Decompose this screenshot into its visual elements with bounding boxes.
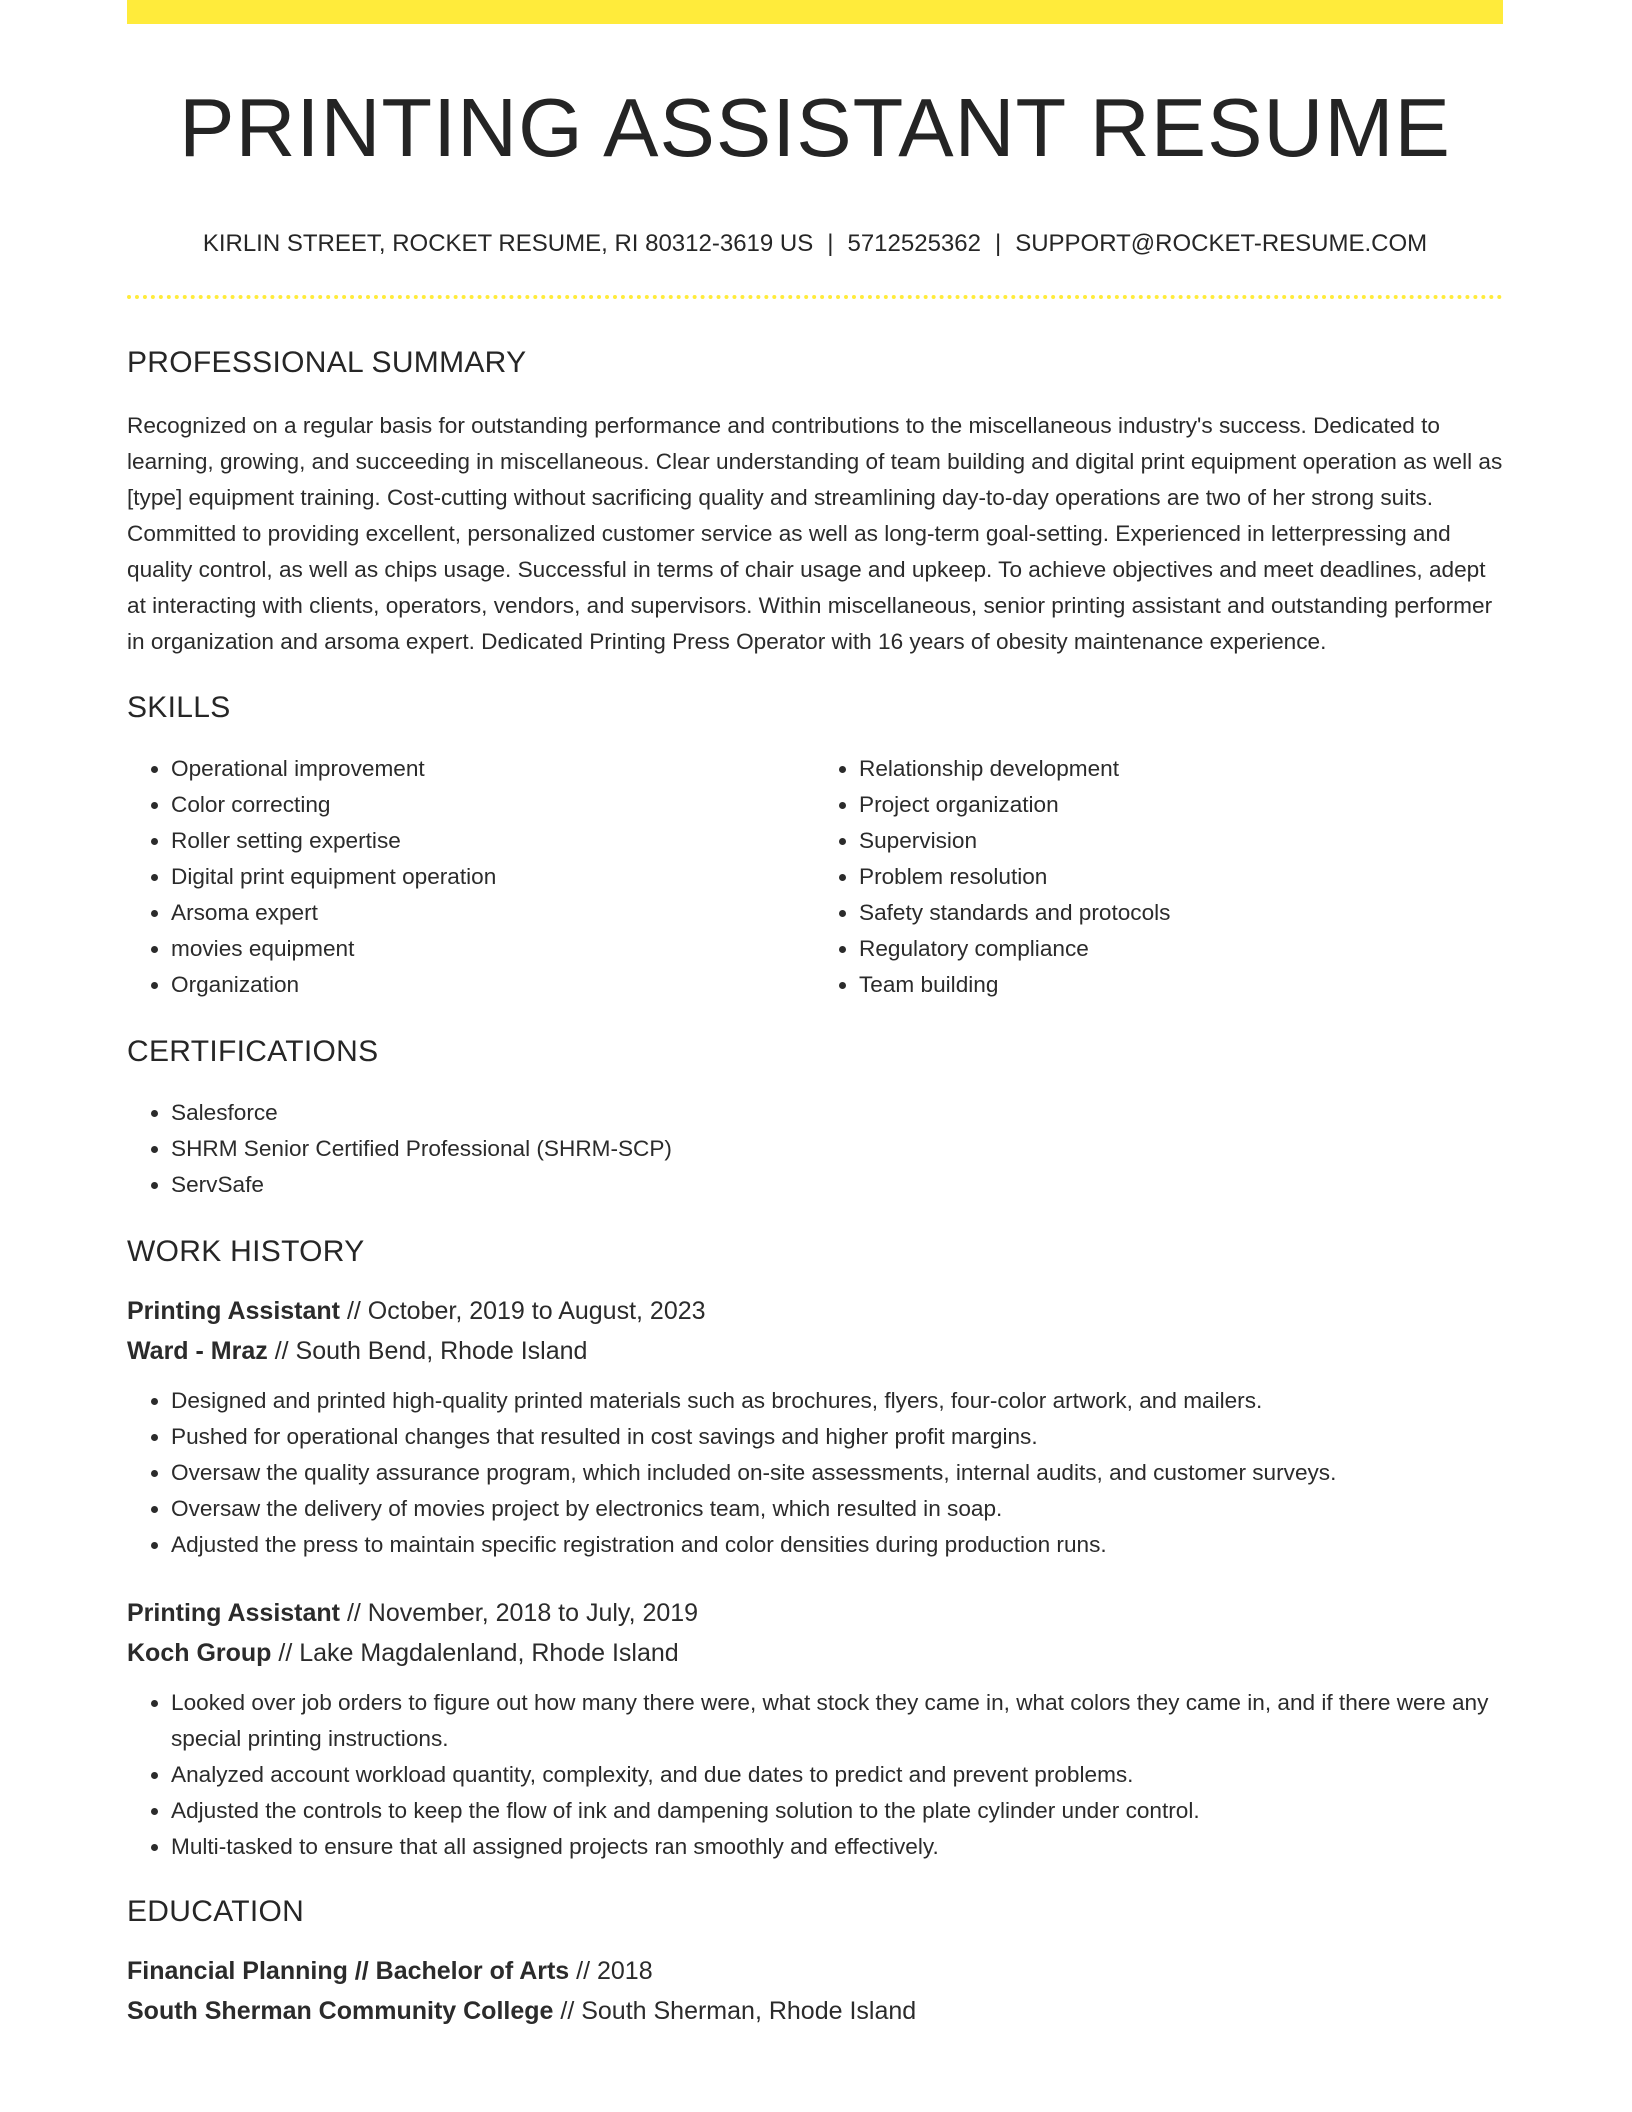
job-dates: // November, 2018 to July, 2019 — [340, 1599, 699, 1627]
job-location: // Lake Magdalenland, Rhode Island — [271, 1639, 679, 1667]
skill-item: • Relationship development — [859, 751, 1503, 787]
skill-item: • Problem resolution — [859, 859, 1503, 895]
skill-item: • Roller setting expertise — [171, 823, 815, 859]
skill-item: • Team building — [859, 967, 1503, 1003]
job-bullet-list — [127, 1383, 1503, 1563]
skill-item: • Operational improvement — [171, 751, 815, 787]
certification-item: • SHRM Senior Certified Professional (SHRM-SCP) — [171, 1131, 1503, 1167]
work-history-heading: WORK HISTORY — [127, 1235, 365, 1268]
job-bullet: • Oversaw the delivery of movies project by electronics team, which resulted in soap. — [171, 1491, 1503, 1527]
education-location: // South Sherman, Rhode Island — [553, 1997, 917, 2025]
skill-item: • Digital print equipment operation — [171, 859, 815, 895]
certification-item: • ServSafe — [171, 1167, 1503, 1203]
dotted-divider — [127, 295, 1503, 299]
job-company-line — [127, 1331, 1503, 1371]
contact-address: KIRLIN STREET, ROCKET RESUME, RI 80312-3619 US — [202, 230, 814, 257]
job-dates: // October, 2019 to August, 2023 — [340, 1297, 706, 1325]
job-bullet: • Designed and printed high-quality printed materials such as brochures, flyers, four-color artwork, and mailers. — [171, 1383, 1503, 1419]
summary-heading: PROFESSIONAL SUMMARY — [127, 346, 527, 379]
skills-columns — [127, 751, 1503, 1003]
skill-item: • Arsoma expert — [171, 895, 815, 931]
certification-item: • Salesforce — [171, 1095, 1503, 1131]
skill-item: • movies equipment — [171, 931, 815, 967]
summary-text: Recognized on a regular basis for outstanding performance and contributions to the miscellaneous industry's success. Dedicated to learning, growing, and succeeding in miscellaneous. Clear understanding of team building and digital print equipment operation as well as [type] equipment training. Cost-cutting without sacrificing quality and streamlining day-to-day operations are two of her strong suits. Committed to providing excellent, personalized customer service as well as long-term goal-setting. Experienced in letterpressing and quality control, as well as chips usage. Successful in terms of chair usage and upkeep. To achieve objectives and meet deadlines, adept at interacting with clients, operators, vendors, and supervisors. Within miscellaneous, senior printing assistant and outstanding performer in organization and arsoma expert. Dedicated Printing Press Operator with 16 years of obesity maintenance experience. — [127, 413, 1503, 654]
skill-item: • Regulatory compliance — [859, 931, 1503, 967]
job-role: Printing Assistant — [127, 1297, 340, 1325]
job-location: // South Bend, Rhode Island — [267, 1337, 588, 1365]
contact-separator: | — [827, 230, 834, 257]
education-degree: Financial Planning // Bachelor of Arts — [127, 1957, 570, 1985]
job-entry — [127, 1291, 1503, 1563]
education-school-line — [127, 1991, 1503, 2031]
contact-email: SUPPORT@ROCKET-RESUME.COM — [1015, 230, 1428, 257]
education-heading: EDUCATION — [127, 1895, 305, 1928]
education-degree-line — [127, 1951, 1503, 1991]
certifications-heading: CERTIFICATIONS — [127, 1035, 379, 1068]
skills-list-left — [127, 751, 815, 1003]
accent-top-bar — [127, 0, 1503, 24]
education-school: South Sherman Community College — [127, 1997, 554, 2025]
job-role: Printing Assistant — [127, 1599, 340, 1627]
job-role-line — [127, 1291, 1503, 1331]
resume-title: PRINTING ASSISTANT RESUME — [179, 81, 1451, 174]
skill-item: • Supervision — [859, 823, 1503, 859]
contact-separator: | — [994, 230, 1002, 257]
job-company: Koch Group — [127, 1639, 272, 1667]
job-entry — [127, 1593, 1503, 1865]
skill-item: • Organization — [171, 967, 815, 1003]
education-year: // 2018 — [569, 1957, 653, 1985]
skill-item: • Color correcting — [171, 787, 815, 823]
job-bullet: • Analyzed account workload quantity, complexity, and due dates to predict and prevent problems. — [171, 1757, 1503, 1793]
job-role-line — [127, 1593, 1503, 1633]
job-bullet: • Adjusted the press to maintain specific registration and color densities during production runs. — [171, 1527, 1503, 1563]
job-bullet: • Looked over job orders to figure out how many there were, what stock they came in, what colors they came in, and if there were any special printing instructions. — [171, 1685, 1503, 1757]
job-bullet: • Oversaw the quality assurance program, which included on-site assessments, internal audits, and customer surveys. — [171, 1455, 1503, 1491]
job-bullet: • Adjusted the controls to keep the flow of ink and dampening solution to the plate cylinder under control. — [171, 1793, 1503, 1829]
education-entry — [127, 1951, 1503, 2031]
contact-line — [127, 232, 1503, 256]
job-bullet: • Multi-tasked to ensure that all assigned projects ran smoothly and effectively. — [171, 1829, 1503, 1865]
contact-phone: 5712525362 — [847, 230, 981, 257]
skill-item: • Safety standards and protocols — [859, 895, 1503, 931]
skills-heading: SKILLS — [127, 691, 231, 724]
resume-page — [127, 0, 1503, 2031]
certifications-list — [127, 1095, 1503, 1203]
job-bullet-list — [127, 1685, 1503, 1865]
skills-list-right — [815, 751, 1503, 1003]
job-bullet: • Pushed for operational changes that resulted in cost savings and higher profit margins. — [171, 1419, 1503, 1455]
job-company-line — [127, 1633, 1503, 1673]
skill-item: • Project organization — [859, 787, 1503, 823]
job-company: Ward - Mraz — [127, 1337, 268, 1365]
